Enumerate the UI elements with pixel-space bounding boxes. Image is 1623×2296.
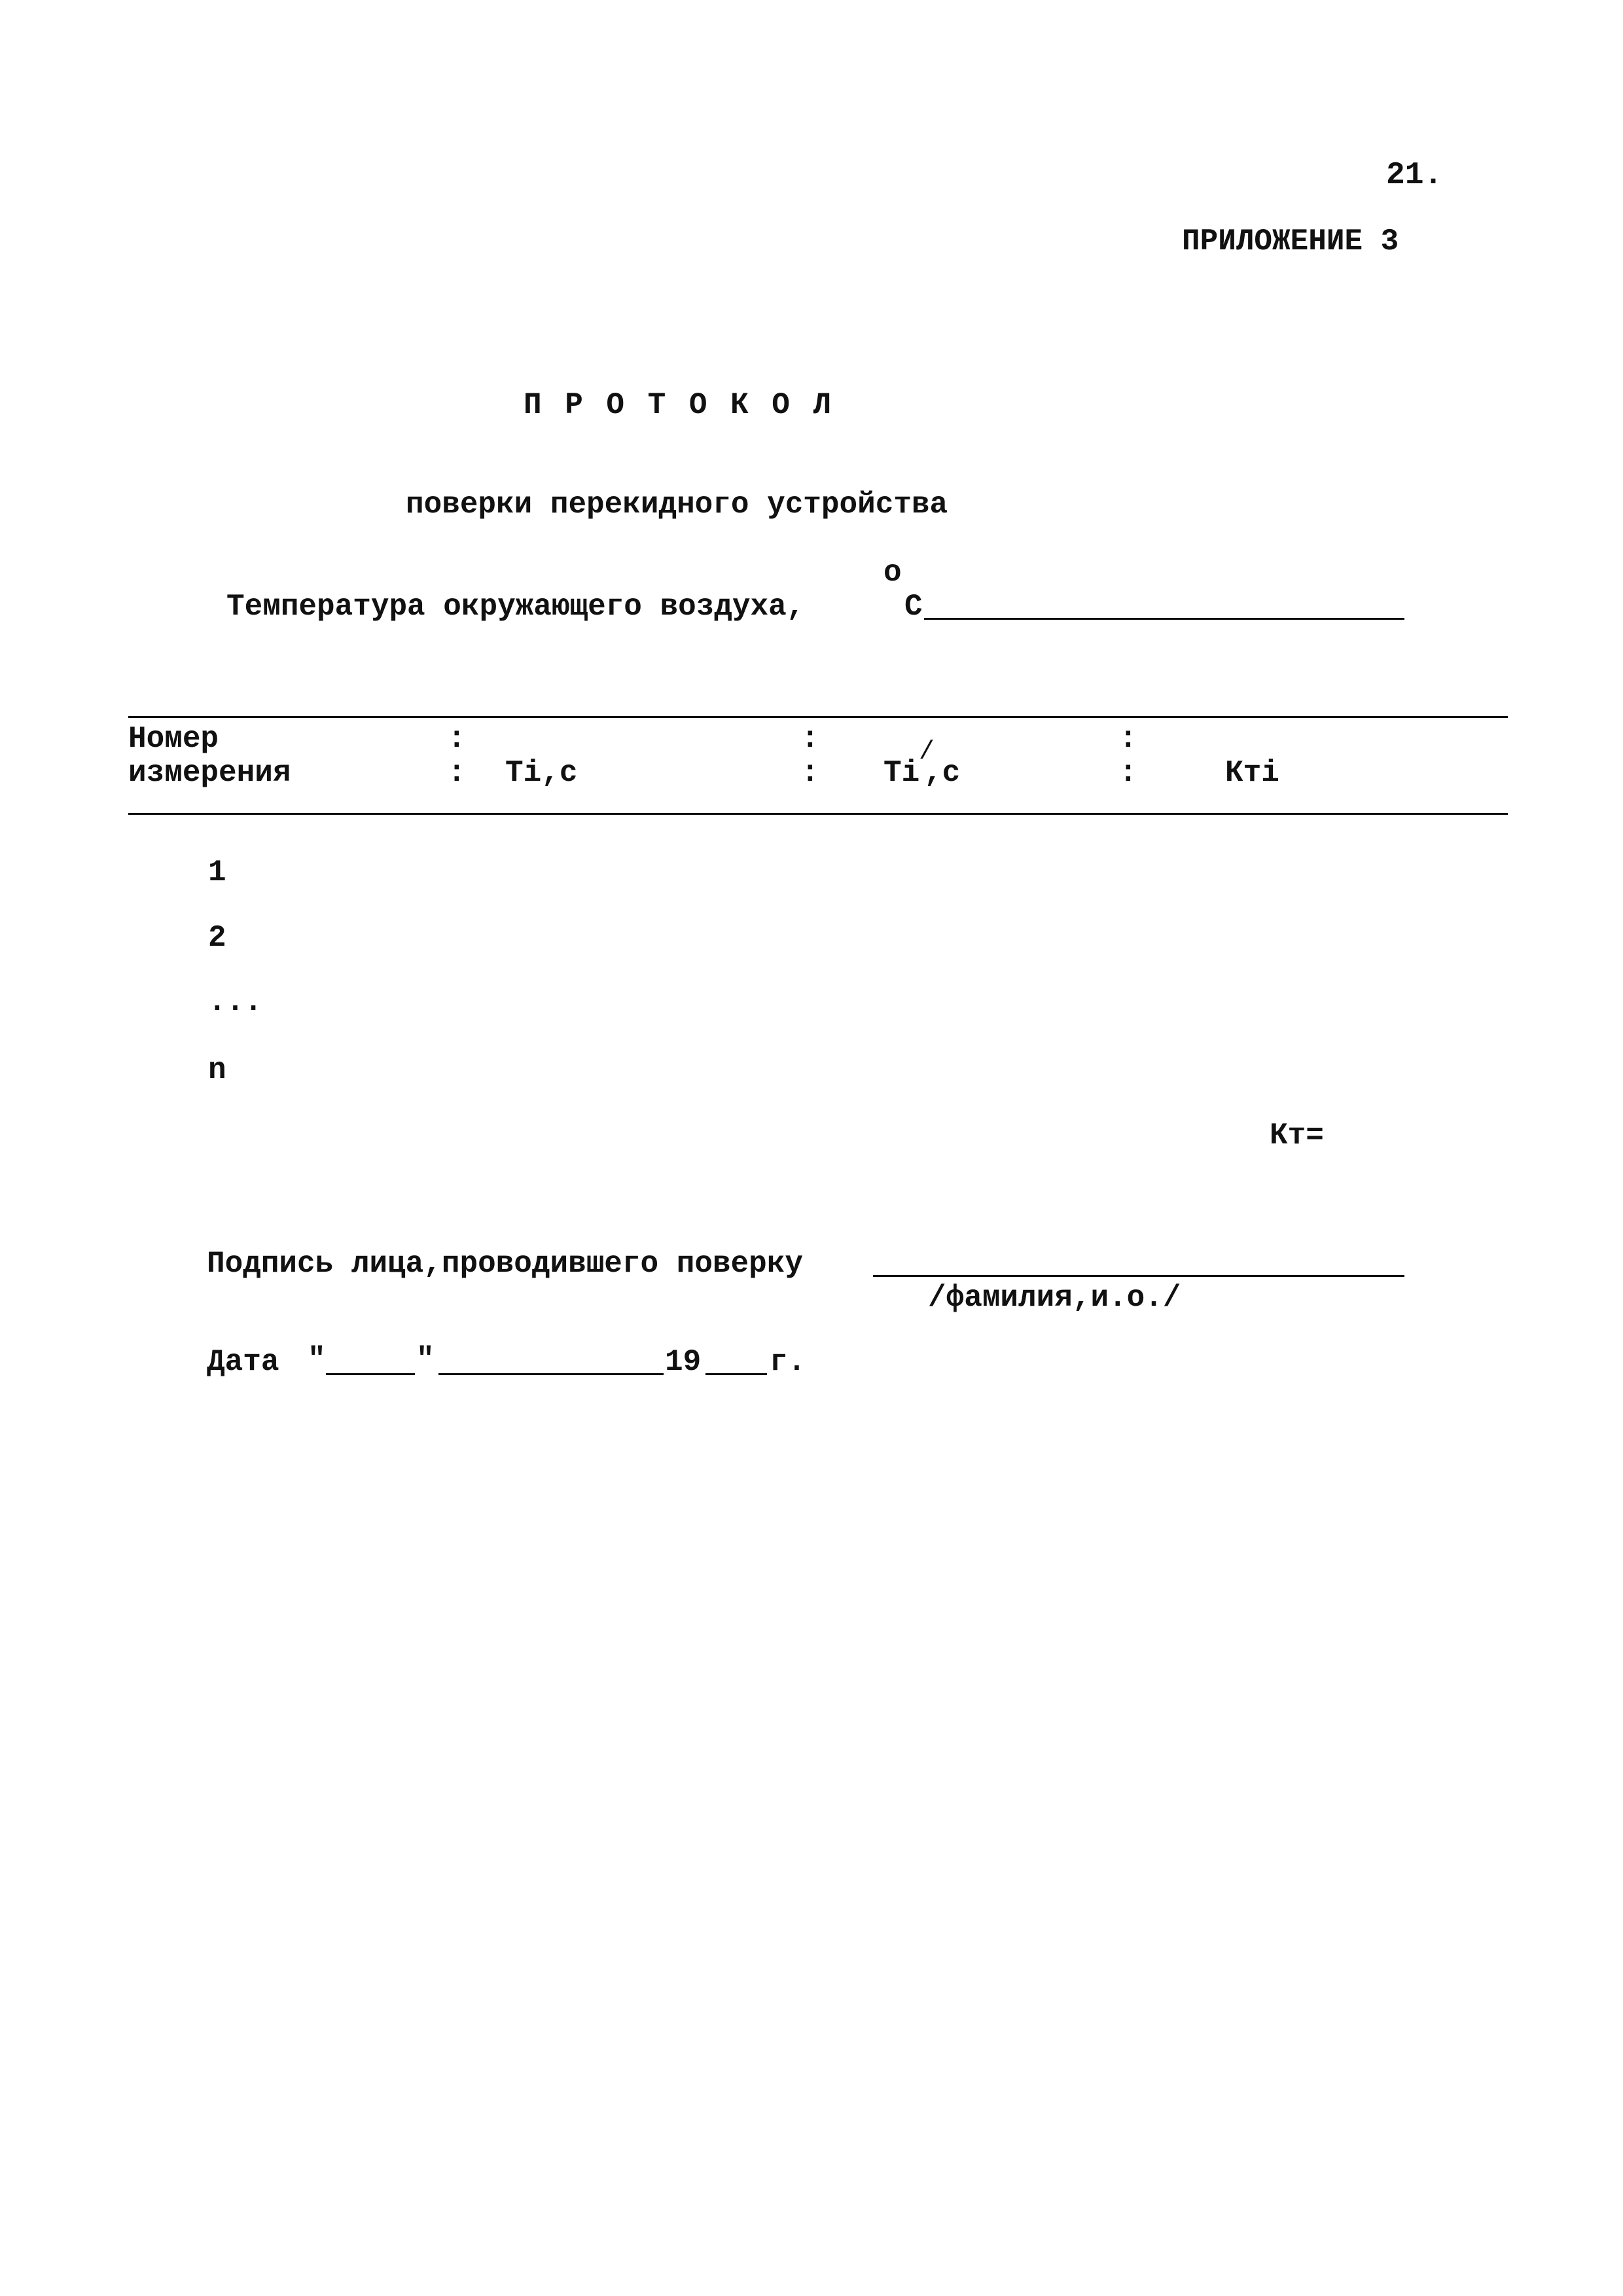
header-number-line1: Номер bbox=[128, 722, 219, 756]
table-top-rule bbox=[128, 716, 1508, 718]
page-number: 21. bbox=[1386, 158, 1443, 193]
header-ti-prime-unit: ,c bbox=[924, 756, 961, 790]
header-separator: : bbox=[1119, 756, 1137, 790]
temperature-unit: С bbox=[904, 590, 923, 624]
header-ti: Ti,c bbox=[505, 756, 578, 790]
header-separator: : bbox=[448, 756, 466, 790]
date-year-field[interactable] bbox=[705, 1373, 767, 1375]
header-separator: : bbox=[801, 722, 819, 756]
date-label: Дата bbox=[207, 1345, 279, 1379]
temperature-field[interactable] bbox=[924, 618, 1404, 620]
document-title: П Р О Т О К О Л bbox=[524, 388, 834, 422]
date-year-prefix: 19 bbox=[665, 1345, 702, 1379]
date-day-field[interactable] bbox=[326, 1373, 415, 1375]
header-ti-prime-base: Ti bbox=[883, 756, 920, 790]
document-subtitle: поверки перекидного устройства bbox=[406, 488, 948, 522]
signature-field[interactable] bbox=[873, 1275, 1404, 1277]
table-row: 1 bbox=[208, 855, 226, 889]
appendix-label: ПРИЛОЖЕНИЕ 3 bbox=[1182, 224, 1399, 259]
header-separator: : bbox=[801, 756, 819, 790]
temperature-label: Температура окружающего воздуха, bbox=[226, 590, 805, 624]
table-row: 2 bbox=[208, 921, 226, 955]
table-row: ... bbox=[208, 985, 262, 1019]
date-close-quote: " bbox=[416, 1342, 435, 1376]
date-open-quote: " bbox=[308, 1342, 326, 1376]
signature-caption: /фамилия,и.о./ bbox=[928, 1281, 1181, 1315]
kt-result-label: Кт= bbox=[1270, 1119, 1324, 1153]
header-number-line2: измерения bbox=[128, 756, 291, 790]
date-month-field[interactable] bbox=[438, 1373, 664, 1375]
header-ti-prime-mark: / bbox=[919, 738, 935, 767]
header-separator: : bbox=[448, 722, 466, 756]
degree-sign: о bbox=[883, 556, 902, 590]
date-year-suffix: г. bbox=[770, 1345, 806, 1379]
signature-label: Подпись лица,проводившего поверку bbox=[207, 1247, 803, 1281]
header-separator: : bbox=[1119, 722, 1137, 756]
table-header-rule bbox=[128, 813, 1508, 815]
header-kti: Кті bbox=[1225, 756, 1279, 790]
table-row: n bbox=[208, 1053, 226, 1087]
